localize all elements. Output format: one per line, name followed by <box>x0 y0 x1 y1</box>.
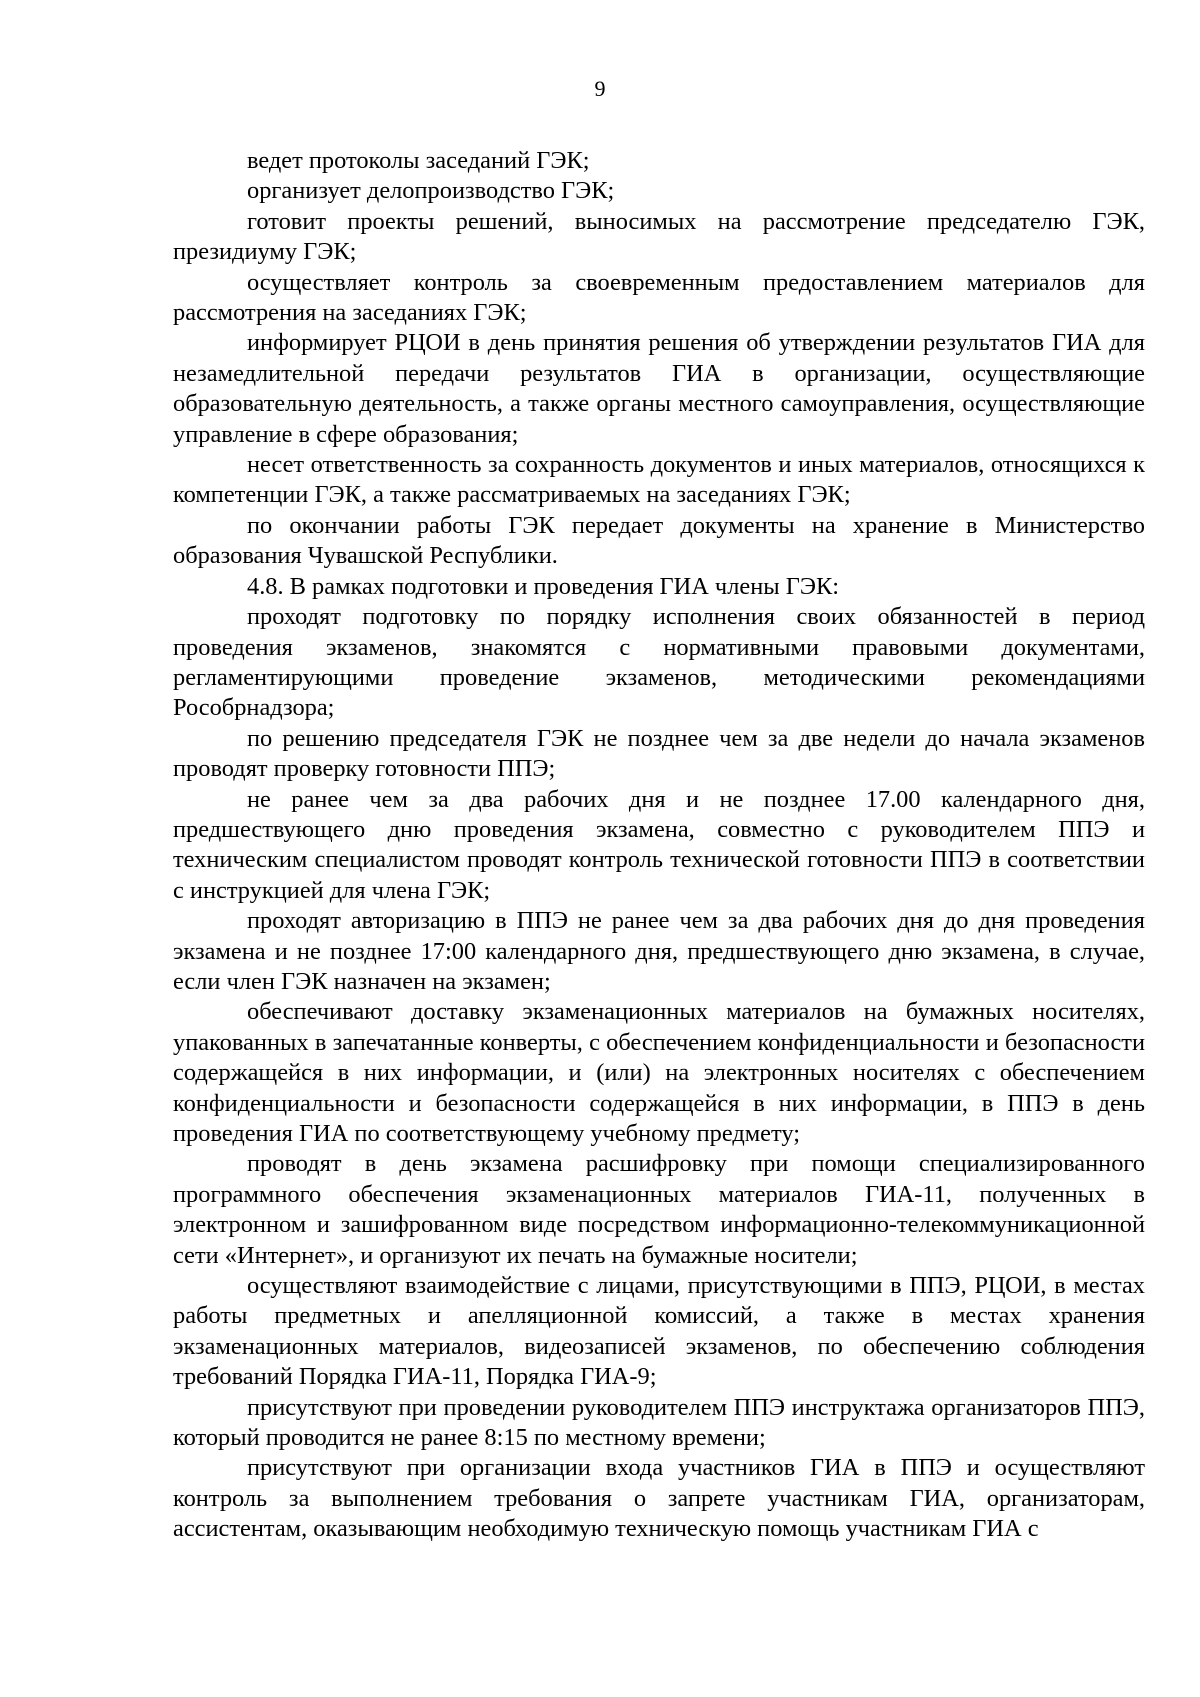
paragraph: несет ответственность за сохранность документов и иных материалов, относящихся к компетенции ГЭК, а также рассматриваемых на заседаниях ГЭК; <box>173 451 1145 509</box>
paragraph: присутствуют при организации входа участников ГИА в ППЭ и осуществляют контроль за выполнением требования о запрете участникам ГИА, организаторам, ассистентам, оказывающим необходимую техническую помощь участникам ГИА с <box>173 1454 1145 1543</box>
paragraph: организует делопроизводство ГЭК; <box>247 177 615 205</box>
paragraph: обеспечивают доставку экзаменационных материалов на бумажных носителях, упакованных в запечатанные конверты, с обеспечением конфиденциальности и безопасности содержащейся в них информации, и (или) на электронных носителях с обеспечением конфиденциальности и безопасности содержащейся в них информации, в ППЭ в день проведения ГИА по соответствующему учебному предмету; <box>173 998 1145 1147</box>
document-text <box>173 146 1145 1545</box>
paragraph: проходят подготовку по порядку исполнения своих обязанностей в период проведения экзаменов, знакомятся с нормативными правовыми документами, регламентирующими проведение экзаменов, методическими рекомендациями Рособрнадзора; <box>173 603 1145 722</box>
paragraph: осуществляет контроль за своевременным предоставлением материалов для рассмотрения на заседаниях ГЭК; <box>173 268 1145 327</box>
page-number: 9 <box>594 76 606 101</box>
paragraph: информирует РЦОИ в день принятия решения об утверждении результатов ГИА для незамедлительной передачи результатов ГИА в организации, осуществляющие образовательную деятельность, а также органы местного самоуправления, осуществляющие управление в сфере образования; <box>173 329 1145 448</box>
paragraph: проходят авторизацию в ППЭ не ранее чем за два рабочих дня до дня проведения экзамена и не позднее 17:00 календарного дня, предшествующего дню экзамена, в случае, если член ГЭК назначен на экзамен; <box>173 907 1145 995</box>
paragraph: по окончании работы ГЭК передает документы на хранение в Министерство образования Чувашской Республики. <box>173 511 1145 570</box>
paragraph: присутствуют при проведении руководителем ППЭ инструктажа организаторов ППЭ, который проводится не ранее 8:15 по местному времени; <box>173 1393 1145 1452</box>
paragraph: проводят в день экзамена расшифровку при помощи специализированного программного обеспечения экзаменационных материалов ГИА-11, полученных в электронном и зашифрованном виде посредством информационно-телекоммуникационной сети «Интернет», и организуют их печать на бумажные носители; <box>173 1150 1145 1269</box>
paragraph: осуществляют взаимодействие с лицами, присутствующими в ППЭ, РЦОИ, в местах работы предметных и апелляционной комиссий, а также в местах хранения экзаменационных материалов, видеозаписей экзаменов, по обеспечению соблюдения требований Порядка ГИА-11, Порядка ГИА-9; <box>173 1272 1145 1391</box>
paragraph: ведет протоколы заседаний ГЭК; <box>247 147 590 174</box>
paragraph: не ранее чем за два рабочих дня и не позднее 17.00 календарного дня, предшествующего дню проведения экзамена, совместно с руководителем ППЭ и техническим специалистом проводят контроль технической готовности ППЭ в соответствии с инструкцией для члена ГЭК; <box>173 785 1145 904</box>
paragraph: готовит проекты решений, выносимых на рассмотрение председателю ГЭК, президиуму ГЭК; <box>173 207 1145 266</box>
section-heading-paragraph: 4.8. В рамках подготовки и проведения ГИА члены ГЭК: <box>247 572 839 600</box>
paragraph: по решению председателя ГЭК не позднее чем за две недели до начала экзаменов проводят проверку готовности ППЭ; <box>173 724 1145 783</box>
